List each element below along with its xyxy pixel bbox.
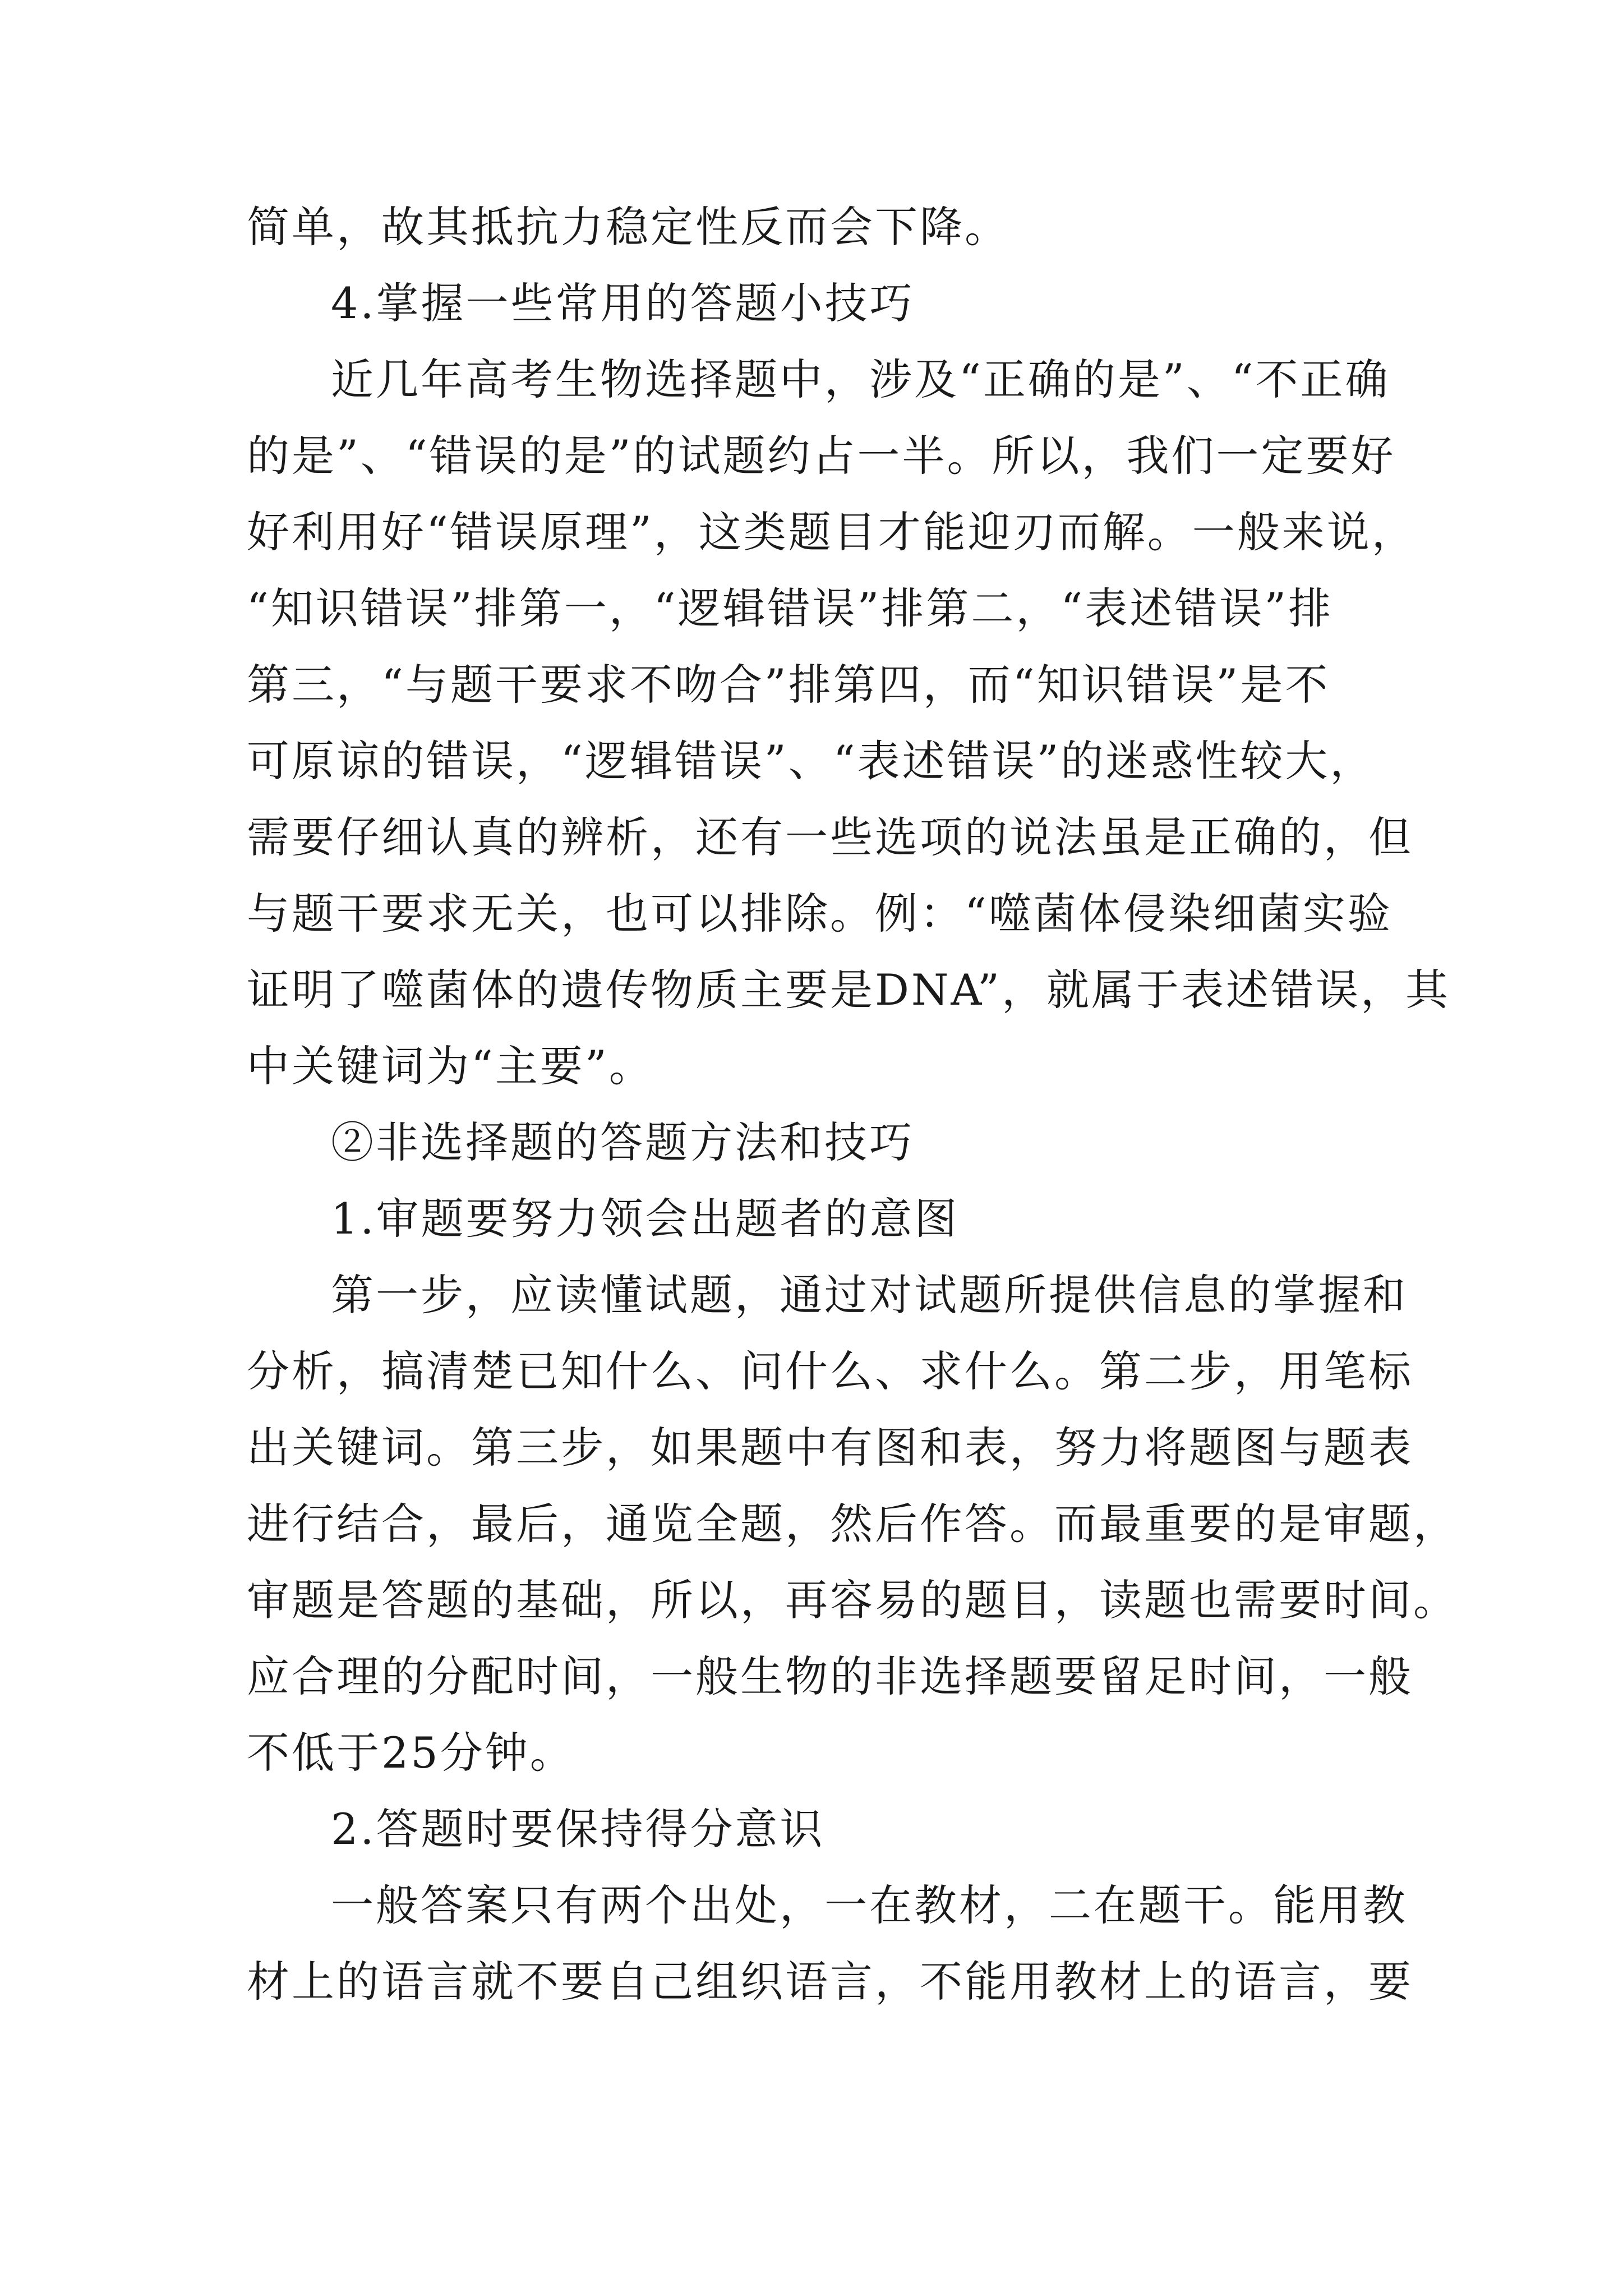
text-line: 可原谅的错误，“逻辑错误”、“表述错误”的迷惑性较大， — [247, 736, 1375, 786]
section-heading: 2.答题时要保持得分意识 — [331, 1804, 825, 1854]
text-line: 第三，“与题干要求不吻合”排第四，而“知识错误”是不 — [247, 660, 1330, 710]
text-line: 第一步，应读懂试题，通过对试题所提供信息的掌握和 — [331, 1270, 1408, 1320]
text-line: 出关键词。第三步，如果题中有图和表，努力将题图与题表 — [247, 1423, 1413, 1473]
text-line: 近几年高考生物选择题中，涉及“正确的是”、“不正确 — [331, 355, 1390, 404]
text-line: 证明了噬菌体的遗传物质主要是DNA”，就属于表述错误，其 — [247, 965, 1451, 1015]
text-line: 简单，故其抵抗力稳定性反而会下降。 — [247, 202, 1009, 252]
text-line: “知识错误”排第一，“逻辑错误”排第二，“表述错误”排 — [247, 583, 1334, 633]
section-heading: 1.审题要努力领会出题者的意图 — [331, 1194, 960, 1244]
text-line: 应合理的分配时间，一般生物的非选择题要留足时间，一般 — [247, 1651, 1413, 1701]
text-line: 中关键词为“主要”。 — [247, 1041, 654, 1091]
section-heading: ②非选择题的答题方法和技巧 — [331, 1117, 914, 1167]
text-line: 的是”、“错误的是”的试题约占一半。所以，我们一定要好 — [247, 431, 1396, 481]
text-line: 分析，搞清楚已知什么、问什么、求什么。第二步，用笔标 — [247, 1346, 1413, 1396]
text-line: 进行结合，最后，通览全题，然后作答。而最重要的是审题， — [247, 1499, 1458, 1549]
section-heading: 4.掌握一些常用的答题小技巧 — [331, 278, 915, 328]
text-line: 好利用好“错误原理”，这类题目才能迎刃而解。一般来说， — [247, 507, 1417, 557]
text-line: 材上的语言就不要自己组织语言，不能用教材上的语言，要 — [247, 1957, 1413, 2007]
text-line: 审题是答题的基础，所以，再容易的题目，读题也需要时间。 — [247, 1575, 1458, 1625]
text-line: 一般答案只有两个出处，一在教材，二在题干。能用教 — [331, 1880, 1408, 1930]
text-line: 不低于25分钟。 — [247, 1728, 575, 1778]
text-line: 与题干要求无关，也可以排除。例：“噬菌体侵染细菌实验 — [247, 889, 1393, 938]
text-line: 需要仔细认真的辨析，还有一些选项的说法虽是正确的，但 — [247, 812, 1413, 862]
